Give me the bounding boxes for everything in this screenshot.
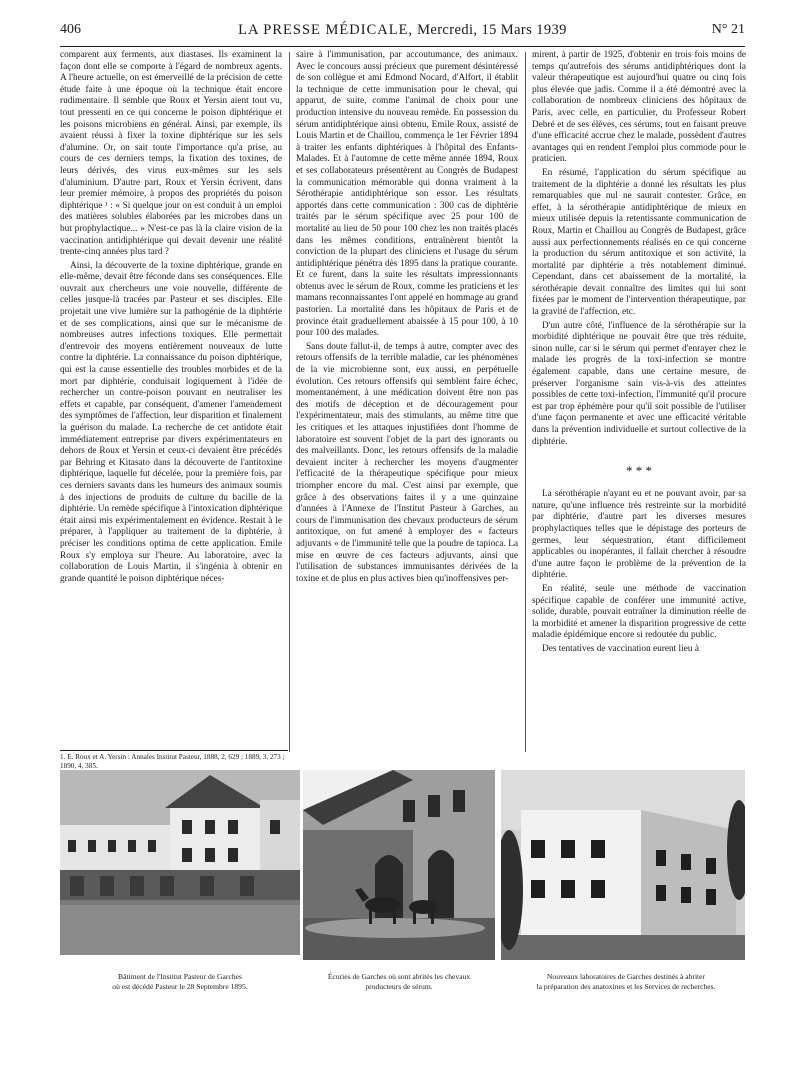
paragraph: Ainsi, la découverte de la toxine diphtérique, grande en elle-même, devait être féconde dans ses conséquences. Elle ouvrait aux chercheurs une voie nouvelle, différente de celles jusque-là tracées par Pasteur et ses disciples. Elle projetait une vive lumière sur la pathogénie de la diphtérie et de ses complications, ainsi que sur le mécanisme de nombreuses autres infections toxiques. Elle permettait d'entrevoir des moyens entièrement nouveaux de lutte contre la diphtérie. La connaissance du poison diphtérique, qui est la cause essentielle des troubles morbides et de la mort par diphtérie, conduisait logiquement à l'idée de rechercher un contre-poison pouvant en neutraliser les effets et capable, par conséquent, d'amener l'amendement des symptômes de l'affection, leur disparition et finalement la guérison du malade. La recherche de cet antidote était immédiatement entreprise par divers expérimentateurs en dehors de Roux et Yersin et ceux-ci devaient être précédés par Behring et Kitasato dans la découverte de l'antitoxine diphtérique, laquelle fut décelée, pour la première fois, par ces derniers savants dans les humeurs des animaux soumis à des injections de produits de culture du bacille de la diphtérie. Un remède spécifique à l'intoxication diphtérique était ainsi mis expérimentalement en évidence. Restait à le préparer, à l'appliquer au traitement de la diphtérie, à préciser les conditions optima de cette application. Emile Roux s'y employa sur l'heure. Au laboratoire, avec la collaboration de Louis Martin, il s'ingénia à obtenir en grande quantité le poison diphtérique néces- — [60, 260, 282, 584]
photo-caption-1 — [60, 972, 300, 991]
paragraph: La sérothérapie n'ayant eu et ne pouvant avoir, par sa nature, qu'une influence très restreinte sur la morbidité par diphtérie, d'autre part les diverses mesures prophylactiques telles que le dépistage des porteurs de germes, leur séquestration, étant difficilement applicables ou inopérantes, il fallait chercher à résoudre d'une autre façon le problème de la prévention de la diphtérie. — [532, 489, 746, 581]
paragraph: D'un autre côté, l'influence de la sérothérapie sur la morbidité diphtérique ne pouvait être que très réduite, sinon nulle, car si le sérum qui permet d'enrayer chez le malade les progrès de la toxi-infection se montre également capable, dans une certaine mesure, de préserver l'organisme sain vis-à-vis des atteintes possibles de cette toxi-infection, l'immunité qu'il procure est par trop éphémère pour qu'il soit possible de l'utiliser d'une façon permanente et avec une efficacité véritable dans la prévention individuelle et surtout collective de la diphtérie. — [532, 320, 746, 447]
page-number: 406 — [60, 22, 81, 37]
column-divider — [289, 52, 290, 752]
caption-line: Bâtiment de l'Institut Pasteur de Garches — [118, 972, 242, 981]
paragraph: En réalité, seule une méthode de vaccination spécifique capable de conférer une immunité active, solide, durable, pouvait entraîner la diminution réelle de la morbidité et amener la disparition progressive de cette maladie épidémique encore si redoutée du public. — [532, 583, 746, 641]
caption-line: Écuries de Garches où sont abrités les chevaux — [327, 972, 471, 981]
photo-institut-building — [60, 770, 300, 955]
journal-title-line — [60, 22, 745, 39]
paragraph: mirent, à partir de 1925, d'obtenir en trois fois moins de temps qu'autrefois des sérums antidiphtériques dont la valeur thérapeutique est aujourd'hui quatre ou cinq fois plus élevée que jadis. Comme il a été démontré avec la collaboration de nombreux cliniciens des hôpitaux de Paris, avec celle, en particulier, du Professeur Robert Debré et de ses élèves, ces sérums, tout en faisant preuve d'une efficacité accrue chez le malade, possèdent d'autres avantages qui en rendent l'emploi plus commode pour le praticien. — [532, 50, 746, 165]
laboratories-photo-image — [501, 770, 745, 960]
text-column-3 — [532, 50, 746, 658]
caption-line: la préparation des anatoxines et les Services de recherches. — [536, 981, 716, 991]
paragraph: Des tentatives de vaccination eurent lieu à — [542, 643, 699, 654]
paragraph: En résumé, l'application du sérum spécifique au traitement de la diphtérie a donné les résultats les plus remarquables que nul ne saurait contester. Grâce, en effet, à la sérothérapie antidiphtérique de mieux en mieux utilisée depuis la retentissante communication de Roux, Martin et Chaillou au Congrès de Budapest, grâce aussi aux perfectionnements réalisés en ce qui concerne la production du sérum antitoxique et son activité, la mortalité par diphtérie a très notablement diminué. Cependant, dans cet abaissement de la mortalité, la sérothérapie devait connaître des limites qui lui sont fixées par le moment de l'intervention thérapeutique, par la gravité de l'affection, etc. — [532, 167, 746, 318]
photo-new-laboratories — [501, 770, 745, 960]
paragraph: Sans doute fallut-il, de temps à autre, compter avec des retours offensifs de la terrible maladie, car les phénomènes de la vie microbienne sont, eux aussi, en perpétuelle évolution. Ces retours offensifs qui semblent faire échec, momentanément, à une médication doivent être non pas des motifs de déception et de découragement pour l'expérimentateur, mais des stimulants, au même titre que les critiques et les attaques injustifiées dont l'homme de laboratoire est souvent l'objet de la part des ignorants ou des malveillants. Donc, les retours offensifs de la maladie devaient inciter à rechercher les moyens d'augmenter l'efficacité de la thérapeutique spécifique pour mieux triompher encore du mal. C'est ainsi par exemple, que grâce à des observations faites il y a une quinzaine d'années à l'Annexe de l'Institut Pasteur à Garches, au cours de l'immunisation des chevaux producteurs de sérum antitoxique, on fut amené à employer des « facteurs adjuvants » de l'immunité telle que la poudre de tapioca. La mise en œuvre de ces facteurs adjuvants, ainsi que l'utilisation de substances immunisantes dérivées de la toxine et de plus en plus actives bien qu'inoffensives per- — [296, 341, 518, 584]
footnote-rule — [60, 750, 288, 751]
paragraph: saire à l'immunisation, par accoutumance, des animaux. Avec le concours aussi précieux que purement désintéressé de son collègue et ami Edmond Nocard, d'Alfort, il établit la technique de cette immunisation pour le cheval, qui apparut, de suite, comme l'animal de choix pour une production intensive du nouveau remède. En possession du sérum antidiphtérique ainsi obtenu, Emile Roux, assisté de Louis Martin et de Chaillou, commença le 1er Février 1894 à traiter les enfants diphtériques à l'hôpital des Enfants-Malades. Et à l'automne de cette même année 1894, Roux et ses collaborateurs présentèrent au Congrès de Budapest la communication mémorable qui donna vraiment à la Sérothérapie antidiphtérique son essor. Les résultats apportés dans cette communication : 300 cas de diphtérie traités par le sérum spécifique avec 25 pour 100 de mortalité au lieu de 50 pour 100 chez les non traités placés dans les mêmes conditions, entraînèrent bientôt la conviction de la plupart des cliniciens et l'usage du sérum antidiphtérique pénétra dès 1895 dans la pratique courante. Et ce furent, dans la suite les résultats impressionnants obtenus avec le sérum de Roux, comme les praticiens et les mamans reconnaissantes l'ont appelé en hommage au grand pastorien. La mortalité dans les hôpitaux de Paris et de province était graduellement abaissée à 15 pour 100, à 10 pour 100 des malades. — [296, 50, 518, 339]
header-rule — [60, 46, 745, 47]
photo-caption-3 — [501, 972, 751, 991]
text-column-2 — [296, 50, 518, 587]
paragraph: comparent aux ferments, aux diastases. Ils examinent la façon dont elle se comporte à l'égard de nombreux agents. A l'heure actuelle, on est émerveillé de la précision de cette étude faite à une époque où la technique était encore rudimentaire. Il semble que Roux et Yersin aient tout vu, tout pressenti en ce qui concerne le poison diphtérique et les poisons microbiens en général. Ainsi, par exemple, ils avaient réussi à fixer la toxine diphtérique sur les sels d'alumine. Or, on sait toute l'importance qu'a prise, au cours de ces derniers temps, la fixation des toxines, de leurs dérivés, des virus eux-mêmes sur les sels d'aluminium. D'autre part, Roux et Yersin écrivent, dans leur premier mémoire, à propos des propriétés du poison diphtérique ¹ : « Si quelque jour on est conduit à un emploi des matières solubles élaborées par les microbes dans un but prophylactique... » N'est-ce pas là la claire vision de la vaccination antidiphtérique qui devait devenir une réalité trente-cinq années plus tard ? — [60, 50, 282, 258]
stables-photo-image — [303, 770, 495, 960]
page-header — [60, 22, 745, 42]
column-divider — [525, 52, 526, 752]
caption-line: producteurs de sérum. — [365, 981, 433, 991]
section-separator: * * * — [626, 463, 652, 479]
issue-date: Mercredi, 15 Mars 1939 — [417, 22, 567, 38]
photo-stables — [303, 770, 495, 960]
issue-number: N° 21 — [711, 22, 745, 37]
photo-caption-2 — [303, 972, 495, 991]
journal-title: LA PRESSE MÉDICALE, — [238, 22, 414, 38]
caption-line: où est décédé Pasteur le 28 Septembre 1895. — [112, 981, 248, 991]
caption-line: Nouveaux laboratoires de Garches destinés à abriter — [546, 972, 706, 981]
building-photo-image — [60, 770, 300, 955]
footnote: 1. E. Roux et A. Yersin : Annales Institut Pasteur, 1888, 2, 629 ; 1889, 3, 273 ; 1890, 4, 385. — [60, 753, 285, 770]
text-column-1 — [60, 50, 282, 587]
